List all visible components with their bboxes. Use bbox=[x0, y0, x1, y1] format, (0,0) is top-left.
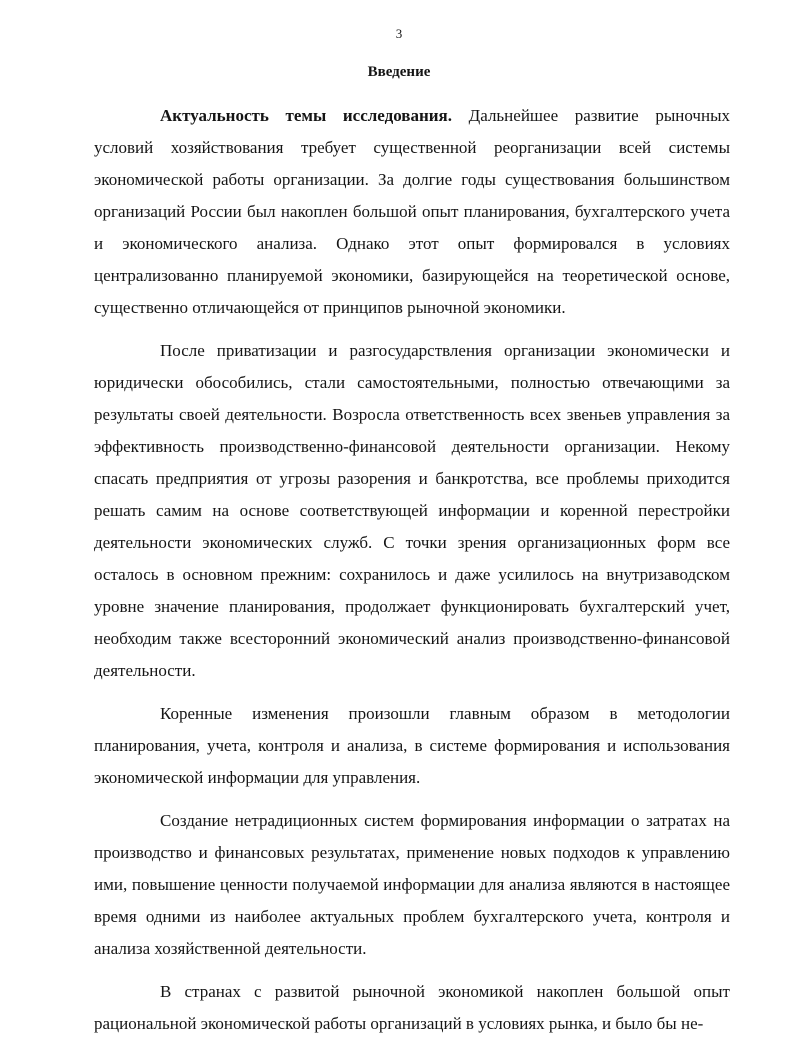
paragraph-text: Дальнейшее развитие рыночных условий хозяйствования требует существенной реорганизации всей системы экономической работы организации. За долгие годы существования большинством организаций России был накоплен большой опыт планирования, бухгалтерского учета и экономического анализа. Однако этот опыт формировался в условиях централизованно планируемой экономики, базирующейся на теоретической основе, существенно отличающейся от принципов рыночной экономики. bbox=[94, 106, 731, 317]
paragraph bbox=[94, 100, 730, 324]
paragraph: В странах с развитой рыночной экономикой накоплен большой опыт рациональной экономической работы организаций в условиях рынка, и было бы не- bbox=[94, 982, 730, 1033]
paragraph: После приватизации и разгосударствления организации экономически и юридически обособились, стали самостоятельными, полностью отвечающими за результаты своей деятельности. Возросла ответственность всех звеньев управления за эффективность производственно-финансовой деятельности организации. Некому спасать предприятия от угрозы разорения и банкротства, все проблемы приходится решать самим на основе соответствующей информации и коренной перестройки деятельности экономических служб. С точки зрения организационных форм все осталось в основном прежним: сохранилось и даже усилилось на внутризаводском уровне значение планирования, продолжает функционировать бухгалтерский учет, необходим также всесторонний экономический анализ производственно-финансовой деятельности. bbox=[94, 341, 730, 680]
paragraph: Коренные изменения произошли главным образом в методологии планирования, учета, контроля и анализа, в системе формирования и использования экономической информации для управления. bbox=[94, 704, 730, 787]
page-number: 3 bbox=[395, 26, 403, 41]
paragraph: Создание нетрадиционных систем формирования информации о затратах на производство и финансовых результатах, применение новых подходов к управлению ими, повышение ценности получаемой информации для анализа являются в настоящее время одними из наиболее актуальных проблем бухгалтерского учета, контроля и анализа хозяйственной деятельности. bbox=[94, 811, 730, 958]
body-text bbox=[94, 100, 730, 1040]
section-heading: Введение bbox=[367, 64, 431, 80]
paragraph-lead: Актуальность темы исследования. bbox=[160, 106, 453, 125]
